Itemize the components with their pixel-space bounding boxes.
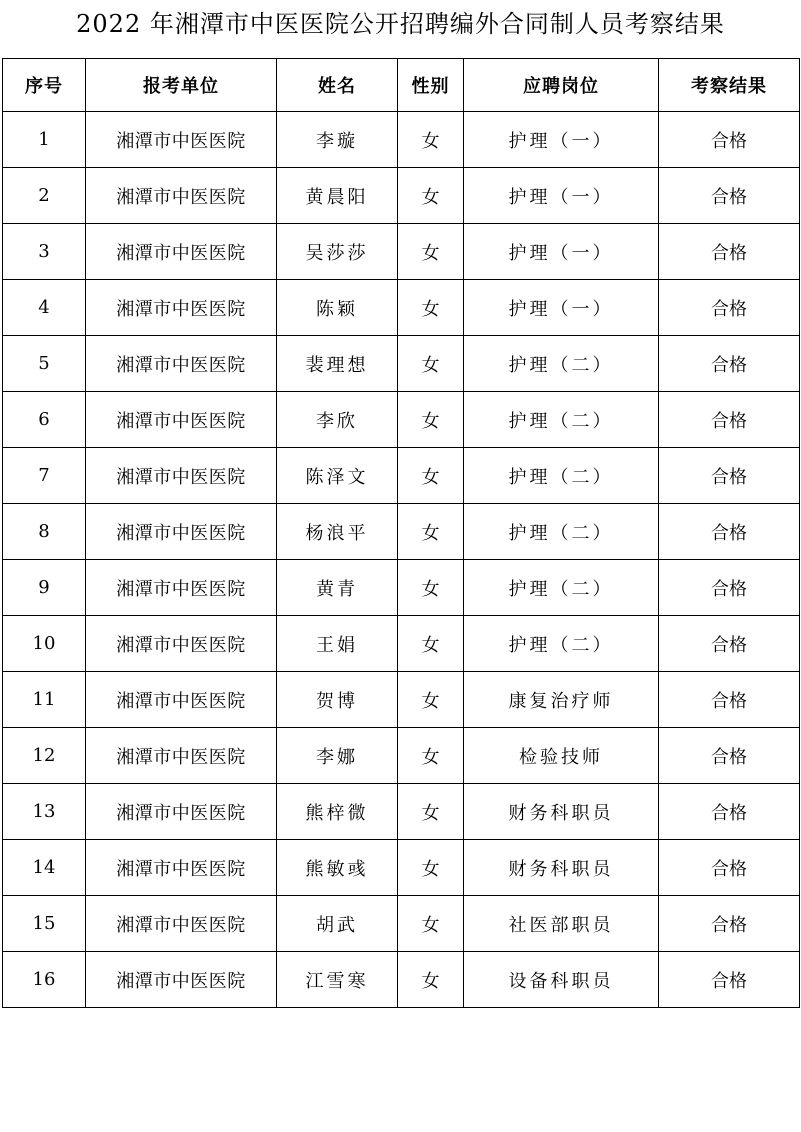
cell-position: 护理（二） bbox=[464, 336, 659, 392]
cell-name: 陈泽文 bbox=[277, 448, 398, 504]
table-row bbox=[3, 280, 800, 336]
cell-position: 护理（二） bbox=[464, 448, 659, 504]
table-row bbox=[3, 168, 800, 224]
cell-gender: 女 bbox=[398, 616, 464, 672]
cell-gender: 女 bbox=[398, 504, 464, 560]
cell-position: 护理（一） bbox=[464, 112, 659, 168]
table-body bbox=[3, 112, 800, 1008]
cell-result: 合格 bbox=[659, 840, 800, 896]
cell-serial-number: 1 bbox=[3, 112, 86, 168]
cell-serial-number: 8 bbox=[3, 504, 86, 560]
cell-position: 设备科职员 bbox=[464, 952, 659, 1008]
cell-result: 合格 bbox=[659, 280, 800, 336]
cell-serial-number: 6 bbox=[3, 392, 86, 448]
cell-serial-number: 4 bbox=[3, 280, 86, 336]
cell-applied-unit: 湘潭市中医医院 bbox=[86, 336, 277, 392]
cell-name: 王娟 bbox=[277, 616, 398, 672]
cell-result: 合格 bbox=[659, 112, 800, 168]
cell-name: 李欣 bbox=[277, 392, 398, 448]
cell-position: 护理（二） bbox=[464, 560, 659, 616]
cell-serial-number: 7 bbox=[3, 448, 86, 504]
table-row bbox=[3, 224, 800, 280]
cell-position: 护理（二） bbox=[464, 392, 659, 448]
cell-result: 合格 bbox=[659, 784, 800, 840]
cell-applied-unit: 湘潭市中医医院 bbox=[86, 112, 277, 168]
cell-result: 合格 bbox=[659, 168, 800, 224]
cell-gender: 女 bbox=[398, 784, 464, 840]
cell-name: 李璇 bbox=[277, 112, 398, 168]
cell-gender: 女 bbox=[398, 336, 464, 392]
cell-gender: 女 bbox=[398, 896, 464, 952]
cell-name: 黄晨阳 bbox=[277, 168, 398, 224]
cell-applied-unit: 湘潭市中医医院 bbox=[86, 168, 277, 224]
page-title: 2022 年湘潭市中医医院公开招聘编外合同制人员考察结果 bbox=[76, 10, 725, 38]
table-header-row bbox=[3, 59, 800, 112]
header-result: 考察结果 bbox=[659, 59, 800, 112]
cell-applied-unit: 湘潭市中医医院 bbox=[86, 392, 277, 448]
cell-serial-number: 10 bbox=[3, 616, 86, 672]
cell-name: 黄青 bbox=[277, 560, 398, 616]
cell-gender: 女 bbox=[398, 224, 464, 280]
cell-gender: 女 bbox=[398, 112, 464, 168]
cell-applied-unit: 湘潭市中医医院 bbox=[86, 448, 277, 504]
cell-gender: 女 bbox=[398, 392, 464, 448]
cell-position: 护理（一） bbox=[464, 168, 659, 224]
header-applied-unit: 报考单位 bbox=[86, 59, 277, 112]
table-row bbox=[3, 896, 800, 952]
table-row bbox=[3, 392, 800, 448]
cell-result: 合格 bbox=[659, 336, 800, 392]
table-row bbox=[3, 728, 800, 784]
cell-position: 财务科职员 bbox=[464, 840, 659, 896]
cell-serial-number: 2 bbox=[3, 168, 86, 224]
cell-name: 贺博 bbox=[277, 672, 398, 728]
cell-gender: 女 bbox=[398, 728, 464, 784]
cell-position: 康复治疗师 bbox=[464, 672, 659, 728]
cell-result: 合格 bbox=[659, 672, 800, 728]
cell-serial-number: 11 bbox=[3, 672, 86, 728]
cell-position: 社医部职员 bbox=[464, 896, 659, 952]
cell-applied-unit: 湘潭市中医医院 bbox=[86, 504, 277, 560]
cell-name: 江雪寒 bbox=[277, 952, 398, 1008]
cell-serial-number: 13 bbox=[3, 784, 86, 840]
header-name: 姓名 bbox=[277, 59, 398, 112]
cell-serial-number: 14 bbox=[3, 840, 86, 896]
cell-position: 护理（一） bbox=[464, 280, 659, 336]
cell-serial-number: 9 bbox=[3, 560, 86, 616]
results-table bbox=[2, 58, 800, 1008]
table-row bbox=[3, 112, 800, 168]
cell-result: 合格 bbox=[659, 448, 800, 504]
cell-position: 财务科职员 bbox=[464, 784, 659, 840]
cell-applied-unit: 湘潭市中医医院 bbox=[86, 672, 277, 728]
cell-serial-number: 12 bbox=[3, 728, 86, 784]
cell-position: 检验技师 bbox=[464, 728, 659, 784]
cell-applied-unit: 湘潭市中医医院 bbox=[86, 224, 277, 280]
cell-name: 胡武 bbox=[277, 896, 398, 952]
cell-applied-unit: 湘潭市中医医院 bbox=[86, 896, 277, 952]
cell-serial-number: 16 bbox=[3, 952, 86, 1008]
cell-result: 合格 bbox=[659, 504, 800, 560]
cell-position: 护理（二） bbox=[464, 504, 659, 560]
table-row bbox=[3, 448, 800, 504]
cell-applied-unit: 湘潭市中医医院 bbox=[86, 728, 277, 784]
cell-gender: 女 bbox=[398, 448, 464, 504]
table-row bbox=[3, 560, 800, 616]
cell-gender: 女 bbox=[398, 560, 464, 616]
cell-gender: 女 bbox=[398, 280, 464, 336]
cell-result: 合格 bbox=[659, 616, 800, 672]
cell-result: 合格 bbox=[659, 560, 800, 616]
cell-position: 护理（一） bbox=[464, 224, 659, 280]
table-row bbox=[3, 672, 800, 728]
cell-gender: 女 bbox=[398, 952, 464, 1008]
header-serial-number: 序号 bbox=[3, 59, 86, 112]
cell-name: 裴理想 bbox=[277, 336, 398, 392]
cell-gender: 女 bbox=[398, 672, 464, 728]
table-row bbox=[3, 616, 800, 672]
cell-result: 合格 bbox=[659, 392, 800, 448]
cell-position: 护理（二） bbox=[464, 616, 659, 672]
cell-applied-unit: 湘潭市中医医院 bbox=[86, 840, 277, 896]
cell-serial-number: 15 bbox=[3, 896, 86, 952]
cell-applied-unit: 湘潭市中医医院 bbox=[86, 784, 277, 840]
table-row bbox=[3, 952, 800, 1008]
cell-gender: 女 bbox=[398, 840, 464, 896]
cell-name: 杨浪平 bbox=[277, 504, 398, 560]
table-row bbox=[3, 336, 800, 392]
cell-applied-unit: 湘潭市中医医院 bbox=[86, 280, 277, 336]
cell-applied-unit: 湘潭市中医医院 bbox=[86, 616, 277, 672]
cell-name: 熊敏彧 bbox=[277, 840, 398, 896]
cell-result: 合格 bbox=[659, 896, 800, 952]
cell-result: 合格 bbox=[659, 952, 800, 1008]
cell-serial-number: 5 bbox=[3, 336, 86, 392]
cell-applied-unit: 湘潭市中医医院 bbox=[86, 560, 277, 616]
cell-gender: 女 bbox=[398, 168, 464, 224]
table-row bbox=[3, 504, 800, 560]
cell-result: 合格 bbox=[659, 224, 800, 280]
cell-result: 合格 bbox=[659, 728, 800, 784]
cell-name: 陈颖 bbox=[277, 280, 398, 336]
table-row bbox=[3, 840, 800, 896]
cell-name: 李娜 bbox=[277, 728, 398, 784]
cell-name: 吴莎莎 bbox=[277, 224, 398, 280]
cell-applied-unit: 湘潭市中医医院 bbox=[86, 952, 277, 1008]
header-position: 应聘岗位 bbox=[464, 59, 659, 112]
table-row bbox=[3, 784, 800, 840]
header-gender: 性别 bbox=[398, 59, 464, 112]
cell-name: 熊梓微 bbox=[277, 784, 398, 840]
cell-serial-number: 3 bbox=[3, 224, 86, 280]
